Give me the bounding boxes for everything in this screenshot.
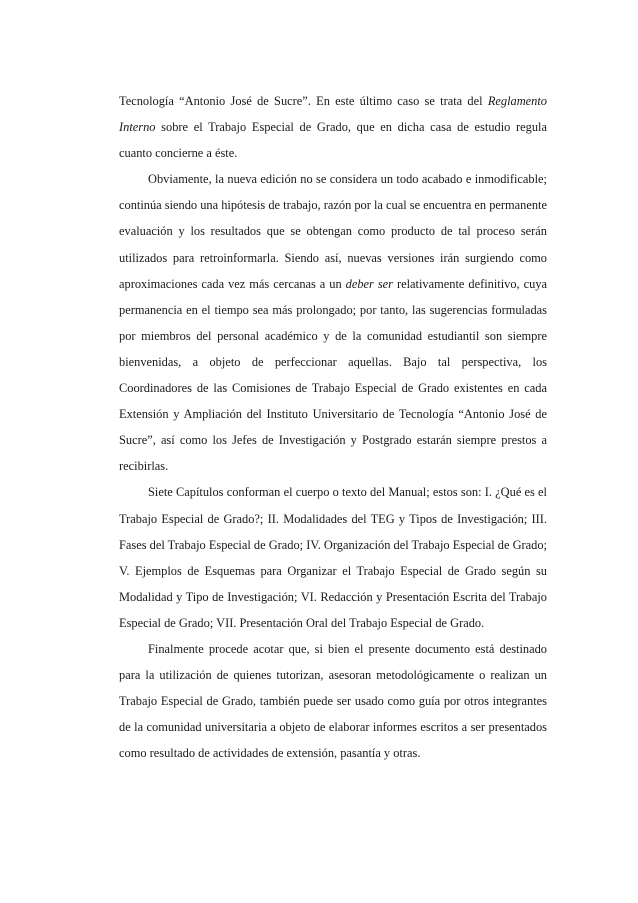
paragraph-2 (119, 166, 547, 479)
body-text (119, 88, 547, 766)
paragraph-3-text-1: Siete Capítulos conforman el cuerpo o texto del Manual; estos son: I. ¿Qué es el Trabajo Especial de Grado?; II. Modalidades del TEG y Tipos de Investigación; III. Fases del Trabajo Especial de Grado; IV. Organización del Trabajo Especial de Grado; V. Ejemplos de Esquemas para Organizar el Trabajo Especial de Grado según su Modalidad y Tipo de Investigación; VI. Redacción y Presentación Escrita del Trabajo Especial de Grado; VII. Presentación Oral del Trabajo Especial de Grado. (119, 485, 547, 630)
paragraph-3 (119, 479, 547, 636)
paragraph-1 (119, 88, 547, 166)
paragraph-2-text-1: Obviamente, la nueva edición no se considera un todo acabado e inmodificable; continúa siendo una hipótesis de trabajo, razón por la cual se encuentra en permanente evaluación y los resultados que se obtengan como producto de tal proceso serán utilizados para retroinformarla. Siendo así, nuevas versiones irán surgiendo como aproximaciones cada vez más cercanas a un (119, 172, 547, 291)
paragraph-4 (119, 636, 547, 766)
paragraph-1-text-2: sobre el Trabajo Especial de Grado, que en dicha casa de estudio regula cuanto concierne a éste. (119, 120, 547, 161)
paragraph-4-text-1: Finalmente procede acotar que, si bien el presente documento está destinado para la utilización de quienes tutorizan, asesoran metodológicamente o realizan un Trabajo Especial de Grado, también puede ser usado como guía por otros integrantes de la comunidad universitaria a objeto de elaborar informes escritos a ser presentados como resultado de actividades de extensión, pasantía y otras. (119, 641, 547, 761)
paragraph-2-text-2: relativamente definitivo, cuya permanencia en el tiempo sea más prolongado; por tanto, las sugerencias formuladas por miembros del personal académico y de la comunidad estudiantil son siempre bienvenidas, a objeto de perfeccionar aquellas. Bajo tal perspectiva, los Coordinadores de las Comisiones de Trabajo Especial de Grado existentes en cada Extensión y Ampliación del Instituto Universitario de Tecnología “Antonio José de Sucre”, así como los Jefes de Investigación y Postgrado estarán siempre prestos a recibirlas. (119, 276, 548, 474)
paragraph-1-text-1: Tecnología “Antonio José de Sucre”. En este último caso se trata del (119, 94, 488, 108)
paragraph-1-italic-term: Reglamento Interno (119, 94, 547, 135)
paragraph-2-italic-term: deber ser (345, 276, 393, 291)
